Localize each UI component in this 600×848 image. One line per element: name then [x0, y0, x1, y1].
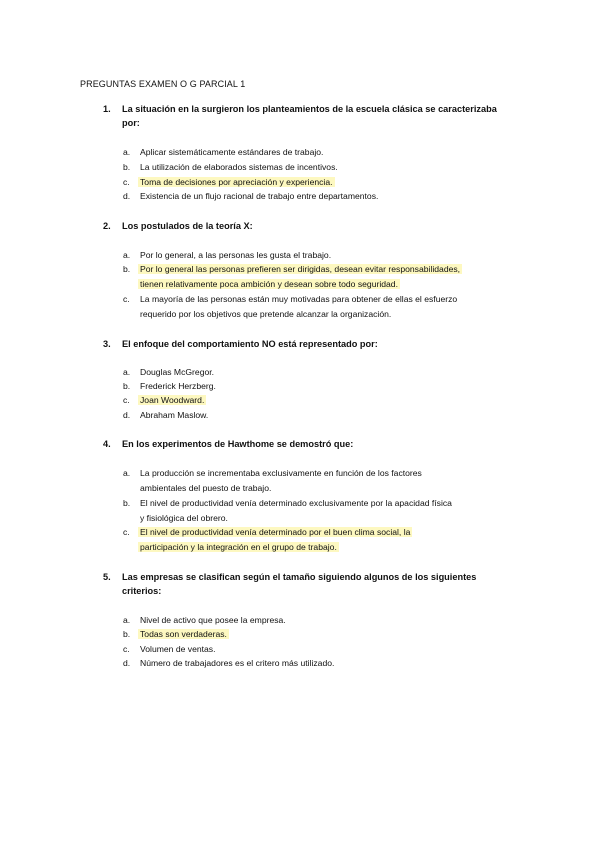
question-number: 1.	[103, 104, 111, 114]
option-letter: c.	[123, 294, 130, 304]
option-letter: b.	[123, 162, 131, 172]
option-letter: b.	[123, 264, 131, 274]
option-text-line-2: ambientales del puesto de trabajo.	[140, 483, 272, 493]
option-text: Número de trabajadores es el critero más utilizado.	[140, 658, 335, 668]
question-text: En los experimentos de Hawthome se demostró que:	[122, 439, 354, 449]
highlighted-answer-line-2: tienen relativamente poca ambición y desean sobre todo seguridad.	[140, 279, 398, 289]
option-letter: a.	[123, 147, 131, 157]
highlighted-answer: Joan Woodward.	[140, 395, 205, 405]
question-number: 4.	[103, 439, 111, 449]
question-number: 3.	[103, 339, 111, 349]
option-letter: b.	[123, 498, 131, 508]
option-text-line-1: El nivel de productividad venía determinado exclusivamente por la apacidad física	[140, 498, 452, 508]
option-text-line-1: La producción se incrementaba exclusivamente en función de los factores	[140, 468, 422, 478]
option-text: La utilización de elaborados sistemas de incentivos.	[140, 162, 338, 172]
option-text-line-2: requerido por los objetivos que pretende alcanzar la organización.	[140, 309, 392, 319]
option-letter: d.	[123, 191, 131, 201]
option-letter: a.	[123, 615, 131, 625]
document-title: PREGUNTAS EXAMEN O G PARCIAL 1	[80, 79, 246, 89]
option-text: Existencia de un flujo racional de trabajo entre departamentos.	[140, 191, 379, 201]
question-number: 2.	[103, 221, 111, 231]
option-letter: a.	[123, 250, 131, 260]
option-text-line-2: y fisiológica del obrero.	[140, 513, 228, 523]
option-letter: a.	[123, 468, 131, 478]
option-letter: b.	[123, 381, 131, 391]
option-text: Nivel de activo que posee la empresa.	[140, 615, 286, 625]
option-text: Abraham Maslow.	[140, 410, 209, 420]
option-text: Por lo general, a las personas les gusta el trabajo.	[140, 250, 332, 260]
option-letter: b.	[123, 629, 131, 639]
highlighted-answer-line-1: El nivel de productividad venía determinado por el buen clima social, la	[140, 527, 411, 537]
option-text: Douglas McGregor.	[140, 367, 215, 377]
question-number: 5.	[103, 572, 111, 582]
question-text: La situación en la surgieron los planteamientos de la escuela clásica se caracterizaba por:	[122, 104, 497, 128]
option-letter: d.	[123, 658, 131, 668]
option-letter: c.	[123, 395, 130, 405]
highlighted-answer-line-1: Por lo general las personas prefieren ser dirigidas, desean evitar responsabilidades,	[140, 264, 461, 274]
option-text: Frederick Herzberg.	[140, 381, 216, 391]
option-letter: c.	[123, 177, 130, 187]
question-text-line-2: criterios:	[122, 586, 162, 596]
option-letter: c.	[123, 644, 130, 654]
option-text-line-1: La mayoría de las personas están muy motivadas para obtener de ellas el esfuerzo	[140, 294, 458, 304]
option-letter: a.	[123, 367, 131, 377]
highlighted-answer-line-2: participación y la integración en el grupo de trabajo.	[140, 542, 337, 552]
question-text: Los postulados de la teoría X:	[122, 221, 253, 231]
question-text-line-1: Las empresas se clasifican según el tamaño siguiendo algunos de los siguientes	[122, 572, 477, 582]
option-text: Aplicar sistemáticamente estándares de trabajo.	[140, 147, 324, 157]
question-text: El enfoque del comportamiento NO está representado por:	[122, 339, 378, 349]
option-text: Volumen de ventas.	[140, 644, 216, 654]
option-letter: d.	[123, 410, 131, 420]
highlighted-answer: Toma de decisiones por apreciación y experiencia.	[140, 177, 333, 187]
option-letter: c.	[123, 527, 130, 537]
highlighted-answer: Todas son verdaderas.	[140, 629, 227, 639]
